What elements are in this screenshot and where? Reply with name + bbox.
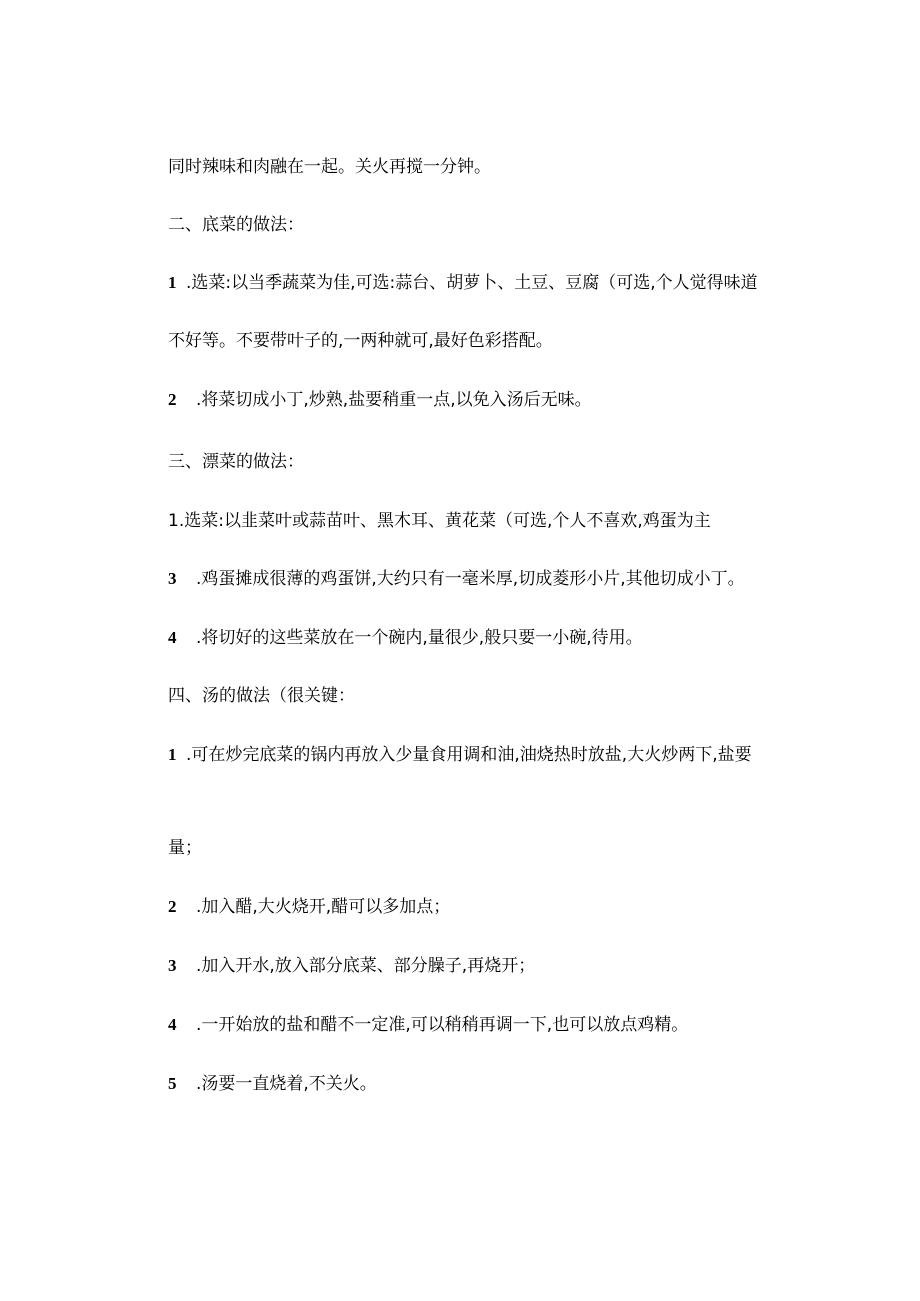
line-text: .加入醋,大火烧开,醋可以多加点； <box>196 897 451 917</box>
line-text: .可在炒完底菜的锅内再放入少量食用调和油,油烧热时放盐,大火炒两下,盐要 <box>186 745 752 765</box>
list-item <box>168 1013 688 1037</box>
list-number: 2 <box>168 390 177 409</box>
paragraph-line <box>168 329 553 353</box>
line-text: 二、底菜的做法： <box>168 215 304 235</box>
list-item <box>168 954 535 978</box>
section-heading <box>168 213 304 237</box>
section-heading <box>168 684 355 708</box>
line-text: 1.选菜:以韭菜叶或蒜苗叶、黑木耳、黄花菜（可选,个人不喜欢,鸡蛋为主 <box>168 511 711 531</box>
line-text: .选菜:以当季蔬菜为佳,可选:蒜台、胡萝卜、土豆、豆腐（可选,个人觉得味道 <box>186 273 758 293</box>
list-item <box>168 895 450 919</box>
paragraph-line <box>168 836 202 860</box>
list-item <box>168 1072 377 1096</box>
list-item <box>168 388 592 412</box>
list-item <box>168 271 758 295</box>
list-number: 4 <box>168 628 177 647</box>
line-text: .将切好的这些菜放在一个碗内,量很少,般只要一小碗,待用。 <box>196 628 643 648</box>
line-text: 量； <box>168 838 202 858</box>
paragraph-line <box>168 509 711 533</box>
paragraph-line <box>168 155 491 179</box>
line-text: .将菜切成小丁,炒熟,盐要稍重一点,以免入汤后无味。 <box>196 390 592 410</box>
list-number: 3 <box>168 956 177 975</box>
line-text: 同时辣味和肉融在一起。关火再搅一分钟。 <box>168 157 491 177</box>
line-text: 不好等。不要带叶子的,一两种就可,最好色彩搭配。 <box>168 331 553 351</box>
line-text: 四、汤的做法（很关键： <box>168 686 355 706</box>
list-item <box>168 567 745 591</box>
line-text: 三、漂菜的做法： <box>168 452 304 472</box>
list-item <box>168 626 643 650</box>
list-number: 5 <box>168 1074 177 1093</box>
line-text: .一开始放的盐和醋不一定准,可以稍稍再调一下,也可以放点鸡精。 <box>196 1015 689 1035</box>
line-text: .鸡蛋摊成很薄的鸡蛋饼,大约只有一毫米厚,切成菱形小片,其他切成小丁。 <box>196 569 745 589</box>
list-number: 4 <box>168 1015 177 1034</box>
list-number: 1 <box>168 745 177 764</box>
line-text: .加入开水,放入部分底菜、部分臊子,再烧开； <box>196 956 536 976</box>
list-item <box>168 743 752 767</box>
list-number: 3 <box>168 569 177 588</box>
list-number: 1 <box>168 273 177 292</box>
list-number: 2 <box>168 897 177 916</box>
section-heading <box>168 450 304 474</box>
line-text: .汤要一直烧着,不关火。 <box>196 1074 377 1094</box>
